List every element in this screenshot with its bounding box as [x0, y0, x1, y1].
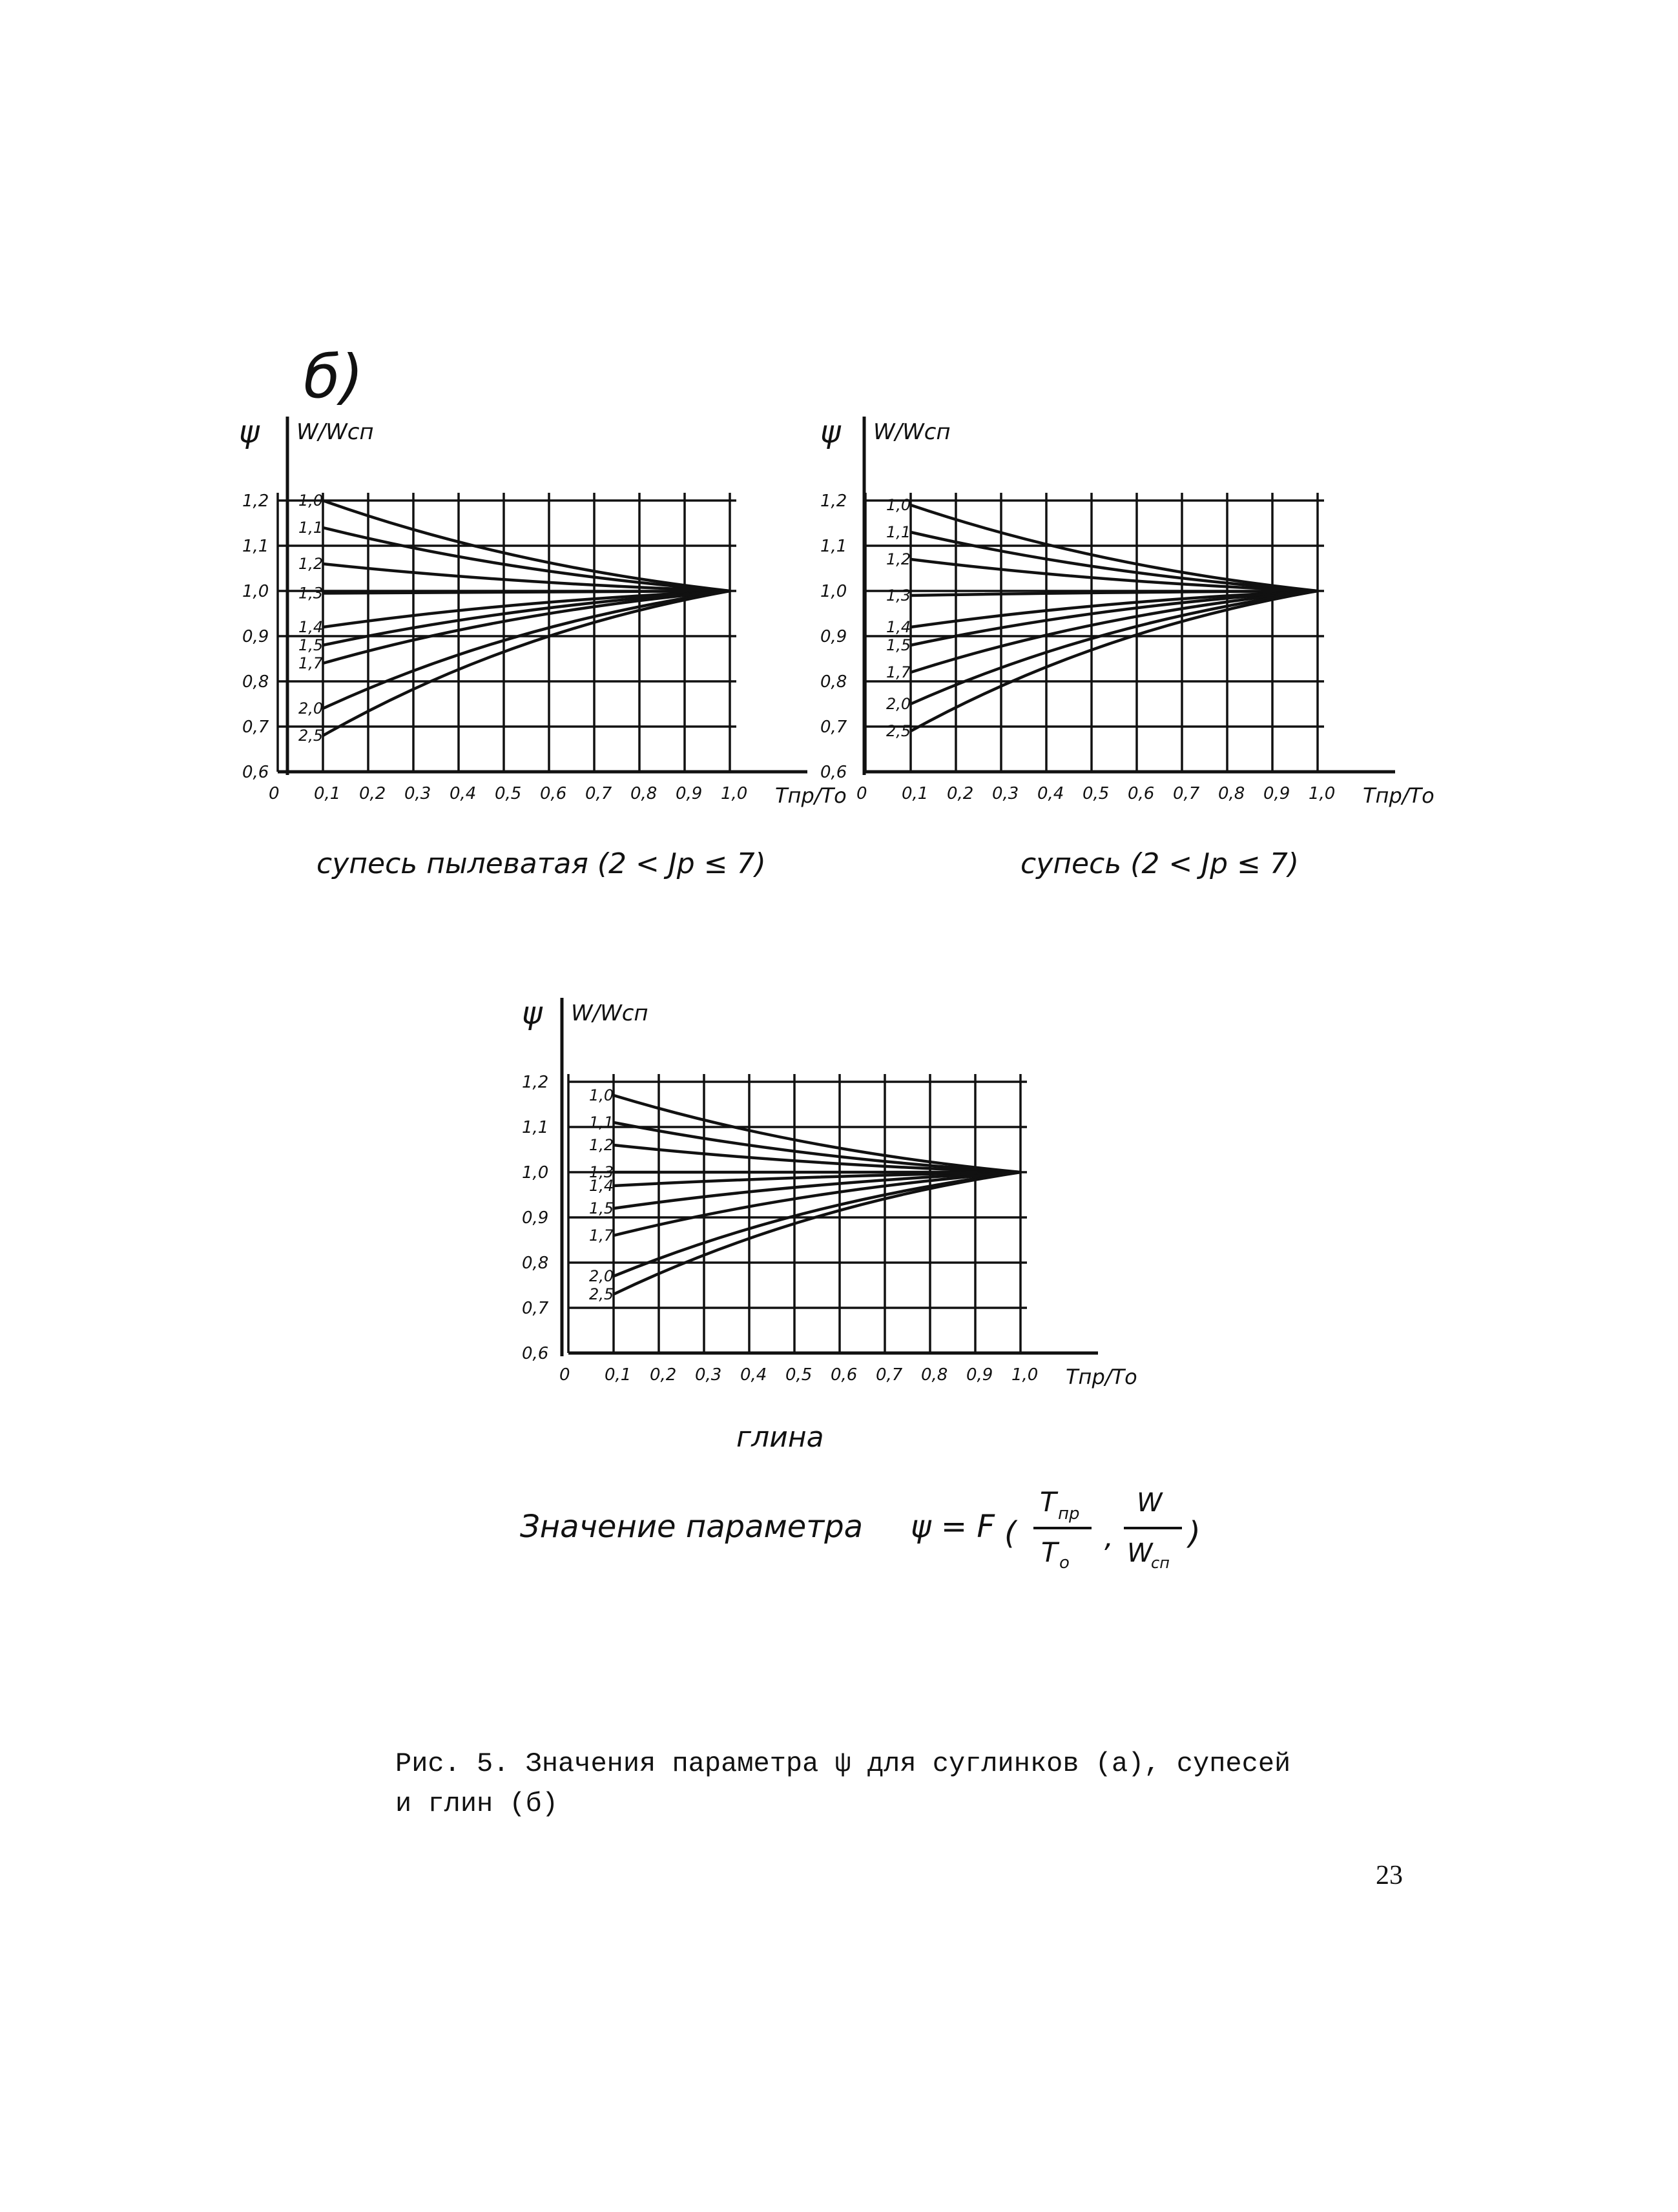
formula-frac1-den: T: [1041, 1536, 1058, 1568]
series-label: 2,5: [298, 727, 324, 745]
x-tick-label: 0,8: [921, 1365, 948, 1385]
series-label: 1,0: [298, 491, 324, 510]
formula-frac1-num: T: [1040, 1486, 1057, 1518]
x-tick-label: 0,5: [785, 1365, 813, 1385]
x-tick-label: 0,5: [495, 784, 522, 803]
series-label: 1,7: [589, 1226, 614, 1245]
x-tick-label: 0,5: [1082, 784, 1110, 803]
chart-title: супесь пылеватая (2 < Jp ≤ 7): [316, 847, 766, 880]
y-tick-label: 1,1: [820, 537, 847, 556]
psi-axis-label: ψ: [522, 995, 543, 1031]
series-label: 1,5: [298, 636, 324, 654]
formula-frac1-den-sub: о: [1059, 1553, 1070, 1573]
series-label: 1,4: [886, 618, 911, 636]
formula-close-paren: ): [1188, 1515, 1201, 1551]
y-tick-label: 0,9: [242, 627, 269, 646]
chart-title: супесь (2 < Jp ≤ 7): [1020, 847, 1300, 880]
panel-label: б): [304, 342, 364, 411]
series-label: 1,5: [589, 1199, 614, 1217]
series-label: 2,0: [589, 1267, 614, 1285]
y-tick-label: 1,1: [242, 537, 269, 556]
x-tick-label: 0,9: [966, 1365, 993, 1385]
series-label: 1,4: [298, 618, 324, 636]
series-label: 1,3: [298, 584, 324, 603]
y-tick-label: 0,8: [522, 1254, 549, 1273]
x-tick-label: 0,1: [902, 784, 929, 803]
figure-caption: [395, 1744, 1429, 1824]
series-label: 1,2: [589, 1136, 614, 1154]
series-label: 1,5: [886, 636, 911, 654]
x-tick-label: 0,2: [359, 784, 386, 803]
formula-frac1-num-sub: пр: [1058, 1504, 1080, 1524]
chart-1: [239, 414, 847, 880]
x-tick-label: 0,6: [831, 1365, 858, 1385]
formula-frac2-den-sub: сп: [1151, 1554, 1170, 1572]
x-tick-label: 0,8: [630, 784, 658, 803]
x-tick-label: 1,0: [1309, 784, 1336, 803]
x-tick-label: 0: [559, 1365, 570, 1385]
y-tick-label: 0,8: [820, 672, 847, 692]
caption-line-2: и глин (б): [395, 1788, 559, 1819]
x-tick-label: 0,4: [740, 1365, 767, 1385]
x-tick-label: 0,4: [450, 784, 477, 803]
series-label: 1,1: [886, 523, 911, 541]
x-tick-label: 1,0: [1011, 1365, 1039, 1385]
x-tick-label: 0,1: [605, 1365, 632, 1385]
formula-open-paren: (: [1004, 1515, 1017, 1551]
x-tick-label: 0,3: [695, 1365, 722, 1385]
series-label: 1,3: [886, 586, 911, 605]
chart-grid: [568, 1074, 1027, 1353]
y-tick-label: 1,2: [820, 491, 847, 511]
series-label: 1,7: [886, 663, 911, 681]
series-label: 2,0: [886, 695, 911, 713]
y-tick-label: 1,2: [522, 1073, 549, 1092]
x-tick-label: 0,3: [404, 784, 431, 803]
y-tick-label: 0,6: [242, 763, 269, 782]
series-curve: [323, 591, 730, 736]
chart-2: [820, 414, 1435, 880]
psi-axis-label: ψ: [820, 414, 841, 450]
formula: [520, 1486, 1201, 1573]
series-label: 2,5: [886, 722, 911, 740]
y-tick-label: 0,7: [242, 718, 269, 737]
y-tick-label: 1,0: [242, 582, 269, 601]
series-label: 1,1: [298, 519, 324, 537]
y-tick-label: 0,9: [522, 1208, 549, 1228]
x-tick-label: 0,6: [540, 784, 567, 803]
y-tick-label: 1,0: [820, 582, 847, 601]
x-tick-label: 0,7: [1173, 784, 1200, 803]
x-tick-label: 0,8: [1218, 784, 1245, 803]
series-curve: [614, 1172, 1020, 1294]
x-tick-label: 0: [269, 784, 280, 803]
x-tick-label: 1,0: [721, 784, 748, 803]
y-tick-label: 0,6: [522, 1344, 549, 1363]
series-label: 1,3: [589, 1163, 614, 1181]
chart-3: [522, 995, 1137, 1454]
page-number: 23: [1376, 1861, 1403, 1890]
x-axis-label: Tпр/Tо: [1066, 1365, 1137, 1389]
formula-comma: ,: [1104, 1521, 1113, 1554]
series-label: 1,7: [298, 654, 324, 672]
y-tick-label: 0,7: [522, 1299, 549, 1318]
series-label: 1,1: [589, 1113, 614, 1132]
y-tick-label: 1,2: [242, 491, 269, 511]
x-tick-label: 0: [856, 784, 867, 803]
x-axis-label: Tпр/Tо: [775, 783, 847, 808]
x-tick-label: 0,7: [876, 1365, 903, 1385]
psi-axis-label: ψ: [239, 414, 260, 450]
series-label: 1,0: [589, 1086, 614, 1104]
x-tick-label: 0,3: [992, 784, 1019, 803]
x-tick-label: 0,2: [947, 784, 974, 803]
series-label: 1,2: [886, 550, 911, 568]
x-tick-label: 0,9: [676, 784, 703, 803]
curve-label-title: W/Wсп: [571, 1000, 648, 1026]
y-tick-label: 0,9: [820, 627, 847, 646]
x-axis-label: Tпр/Tо: [1363, 783, 1435, 808]
caption-line-1: Рис. 5. Значения параметра ψ для суглинков (а), супесей: [395, 1748, 1291, 1779]
x-tick-label: 0,6: [1128, 784, 1155, 803]
series-label: 2,5: [589, 1285, 614, 1303]
curve-label-title: W/Wсп: [873, 419, 951, 445]
x-tick-label: 0,7: [585, 784, 612, 803]
formula-prefix: Значение параметра: [520, 1509, 864, 1545]
y-tick-label: 0,8: [242, 672, 269, 692]
chart-grid: [865, 493, 1324, 772]
series-curve: [323, 591, 730, 708]
y-tick-label: 1,0: [522, 1163, 549, 1183]
chart-title: глина: [736, 1421, 824, 1454]
curve-label-title: W/Wсп: [296, 419, 374, 445]
formula-frac2-num: W: [1137, 1488, 1163, 1518]
series-curve: [614, 1172, 1020, 1276]
series-label: 1,0: [886, 496, 911, 514]
series-label: 2,0: [298, 699, 324, 718]
x-tick-label: 0,2: [650, 1365, 677, 1385]
x-tick-label: 0,1: [314, 784, 341, 803]
y-tick-label: 0,7: [820, 718, 847, 737]
series-curve: [911, 591, 1318, 704]
y-tick-label: 1,1: [522, 1118, 549, 1137]
x-tick-label: 0,9: [1263, 784, 1290, 803]
series-label: 1,2: [298, 555, 324, 573]
formula-frac2-den: W: [1127, 1538, 1153, 1568]
x-tick-label: 0,4: [1037, 784, 1064, 803]
formula-lhs: ψ = F: [911, 1509, 995, 1545]
series-label: 1,4: [589, 1177, 614, 1195]
y-tick-label: 0,6: [820, 763, 847, 782]
